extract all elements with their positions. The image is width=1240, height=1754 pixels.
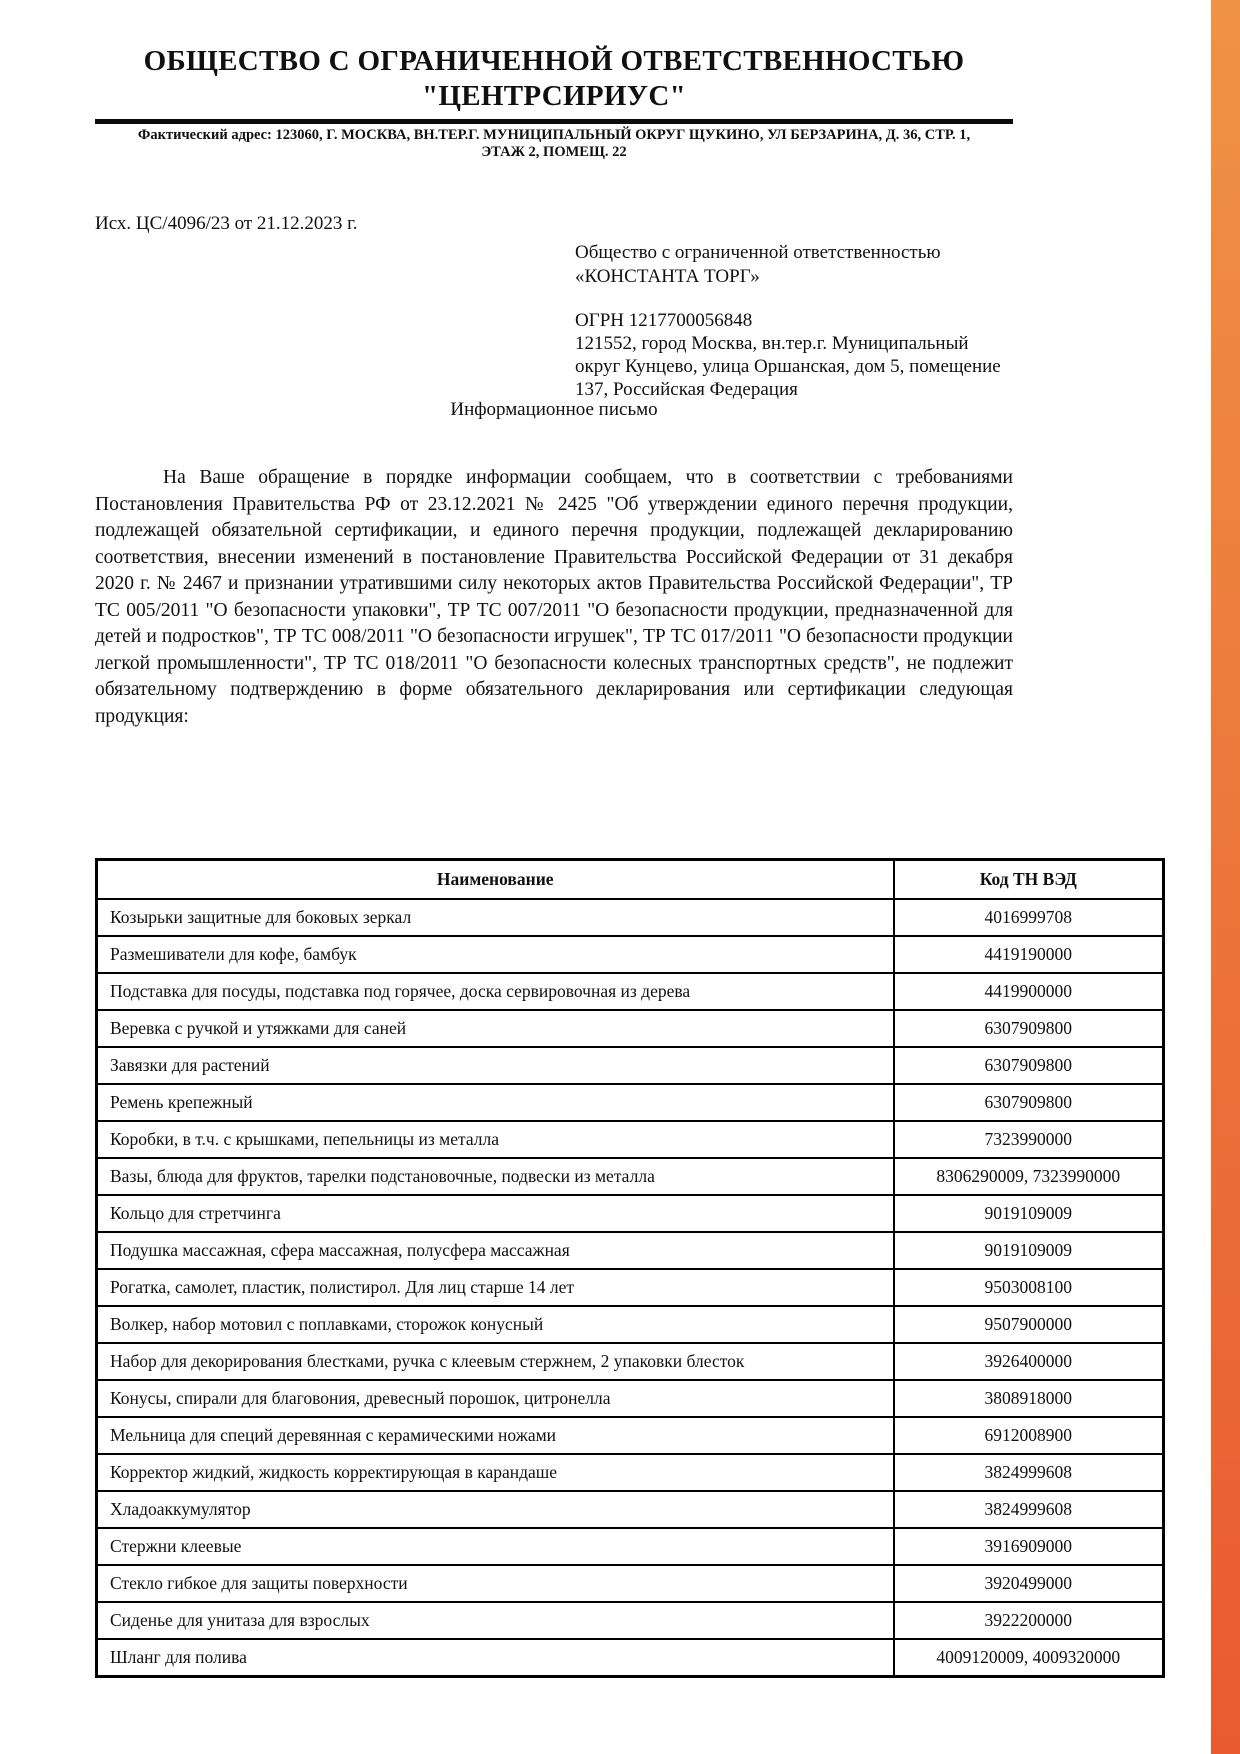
table-row bbox=[97, 936, 1164, 973]
company-name-line1: ОБЩЕСТВО С ОГРАНИЧЕННОЙ ОТВЕТСТВЕННОСТЬЮ bbox=[143, 45, 965, 77]
product-code-cell: 4419190000 bbox=[894, 936, 1164, 973]
document-type-label: Информационное письмо bbox=[450, 399, 658, 421]
table-row bbox=[97, 1047, 1164, 1084]
table-row bbox=[97, 1084, 1164, 1121]
product-name-cell: Корректор жидкий, жидкость корректирующая в карандаше bbox=[97, 1454, 894, 1491]
product-name-cell: Набор для декорирования блестками, ручка с клеевым стержнем, 2 упаковки блесток bbox=[97, 1343, 894, 1380]
product-name-cell: Подушка массажная, сфера массажная, полусфера массажная bbox=[97, 1232, 894, 1269]
product-code-cell: 9019109009 bbox=[894, 1232, 1164, 1269]
product-name-cell: Размешиватели для кофе, бамбук bbox=[97, 936, 894, 973]
product-name-cell: Коробки, в т.ч. с крышками, пепельницы из металла bbox=[97, 1121, 894, 1158]
product-code-cell: 4419900000 bbox=[894, 973, 1164, 1010]
product-code-cell: 3926400000 bbox=[894, 1343, 1164, 1380]
table-row bbox=[97, 1417, 1164, 1454]
letterhead-address: Фактический адрес: 123060, Г. МОСКВА, ВН.ТЕР.Г. МУНИЦИПАЛЬНЫЙ ОКРУГ ЩУКИНО, УЛ БЕРЗАРИНА, Д. 36, СТР. 1, ЭТАЖ 2, ПОМЕЩ. 22 bbox=[137, 126, 971, 160]
company-name-line2: "ЦЕНТРСИРИУС" bbox=[422, 79, 686, 112]
product-code-cell: 4016999708 bbox=[894, 899, 1164, 936]
recipient-name-line2: «КОНСТАНТА ТОРГ» bbox=[575, 265, 760, 287]
products-table-body bbox=[97, 899, 1164, 1677]
letter-page bbox=[95, 0, 1162, 1678]
product-code-cell: 6912008900 bbox=[894, 1417, 1164, 1454]
product-code-cell: 7323990000 bbox=[894, 1121, 1164, 1158]
recipient-gap bbox=[575, 288, 1017, 309]
product-name-cell: Завязки для растений bbox=[97, 1047, 894, 1084]
table-row bbox=[97, 1343, 1164, 1380]
product-name-cell: Конусы, спирали для благовония, древесный порошок, цитронелла bbox=[97, 1380, 894, 1417]
product-code-cell: 9507900000 bbox=[894, 1306, 1164, 1343]
table-row bbox=[97, 1158, 1164, 1195]
product-code-cell: 6307909800 bbox=[894, 1084, 1164, 1121]
company-name bbox=[95, 44, 1013, 114]
body-paragraph: На Ваше обращение в порядке информации сообщаем, что в соответствии с требованиями Постановления Правительства РФ от 23.12.2021 № 2425 "Об утверждении единого перечня продукции, подлежащей обязательной сертификации, и единого перечня продукции, подлежащей декларированию соответствия, внесении изменений в постановление Правительства Российской Федерации от 31 декабря 2020 г. № 2467 и признании утратившими силу некоторых актов Правительства Российской Федерации", ТР ТС 005/2011 "О безопасности упаковки", ТР ТС 007/2011 "О безопасности продукции, предназначенной для детей и подростков", ТР ТС 008/2011 "О безопасности игрушек", ТР ТС 017/2011 "О безопасности продукции легкой промышленности", ТР ТС 018/2011 "О безопасности колесных транспортных средств", не подлежит обязательному подтверждению в форме обязательного декларирования или сертификации следующая продукция: bbox=[95, 467, 1013, 727]
product-name-cell: Веревка с ручкой и утяжками для саней bbox=[97, 1010, 894, 1047]
table-row bbox=[97, 1602, 1164, 1639]
product-code-cell: 9019109009 bbox=[894, 1195, 1164, 1232]
divider-rule bbox=[95, 119, 1013, 124]
table-header-row bbox=[97, 860, 1164, 900]
product-code-cell: 3824999608 bbox=[894, 1454, 1164, 1491]
product-name-cell: Кольцо для стретчинга bbox=[97, 1195, 894, 1232]
table-row bbox=[97, 1639, 1164, 1677]
product-code-cell: 4009120009, 4009320000 bbox=[894, 1639, 1164, 1677]
product-code-cell: 6307909800 bbox=[894, 1010, 1164, 1047]
products-table bbox=[95, 858, 1165, 1678]
product-name-cell: Сиденье для унитаза для взрослых bbox=[97, 1602, 894, 1639]
table-row bbox=[97, 1491, 1164, 1528]
product-code-cell: 3808918000 bbox=[894, 1380, 1164, 1417]
table-row bbox=[97, 1195, 1164, 1232]
product-code-cell: 3922200000 bbox=[894, 1602, 1164, 1639]
table-row bbox=[97, 973, 1164, 1010]
table-row bbox=[97, 1306, 1164, 1343]
table-row bbox=[97, 1528, 1164, 1565]
reference-number: Исх. ЦС/4096/23 от 21.12.2023 г. bbox=[95, 213, 358, 235]
recipient-address: 121552, город Москва, вн.тер.г. Муниципальный округ Кунцево, улица Оршанская, дом 5, помещение 137, Российская Федерация bbox=[575, 332, 1001, 401]
product-name-cell: Мельница для специй деревянная с керамическими ножами bbox=[97, 1417, 894, 1454]
product-code-cell: 8306290009, 7323990000 bbox=[894, 1158, 1164, 1195]
recipient-block bbox=[575, 241, 1017, 401]
letterhead bbox=[95, 44, 1013, 161]
product-name-cell: Хладоаккумулятор bbox=[97, 1491, 894, 1528]
table-row bbox=[97, 1454, 1164, 1491]
product-code-cell: 3824999608 bbox=[894, 1491, 1164, 1528]
table-row bbox=[97, 1380, 1164, 1417]
product-code-cell: 3920499000 bbox=[894, 1565, 1164, 1602]
product-name-cell: Рогатка, самолет, пластик, полистирол. Для лиц старше 14 лет bbox=[97, 1269, 894, 1306]
product-name-cell: Подставка для посуды, подставка под горячее, доска сервировочная из дерева bbox=[97, 973, 894, 1010]
table-row bbox=[97, 899, 1164, 936]
table-row bbox=[97, 1232, 1164, 1269]
table-row bbox=[97, 1121, 1164, 1158]
table-header-name: Наименование bbox=[97, 860, 894, 900]
product-name-cell: Стекло гибкое для защиты поверхности bbox=[97, 1565, 894, 1602]
table-row bbox=[97, 1269, 1164, 1306]
product-name-cell: Волкер, набор мотовил с поплавками, сторожок конусный bbox=[97, 1306, 894, 1343]
product-name-cell: Шланг для полива bbox=[97, 1639, 894, 1677]
product-code-cell: 3916909000 bbox=[894, 1528, 1164, 1565]
table-header-code: Код ТН ВЭД bbox=[894, 860, 1164, 900]
table-row bbox=[97, 1565, 1164, 1602]
table-row bbox=[97, 1010, 1164, 1047]
accent-bar bbox=[1211, 0, 1240, 1754]
product-code-cell: 6307909800 bbox=[894, 1047, 1164, 1084]
product-name-cell: Ремень крепежный bbox=[97, 1084, 894, 1121]
product-name-cell: Вазы, блюда для фруктов, тарелки подстановочные, подвески из металла bbox=[97, 1158, 894, 1195]
product-code-cell: 9503008100 bbox=[894, 1269, 1164, 1306]
product-name-cell: Козырьки защитные для боковых зеркал bbox=[97, 899, 894, 936]
recipient-ogrn: ОГРН 1217700056848 bbox=[575, 309, 753, 331]
product-name-cell: Стержни клеевые bbox=[97, 1528, 894, 1565]
recipient-name-line1: Общество с ограниченной ответственностью bbox=[575, 242, 941, 264]
